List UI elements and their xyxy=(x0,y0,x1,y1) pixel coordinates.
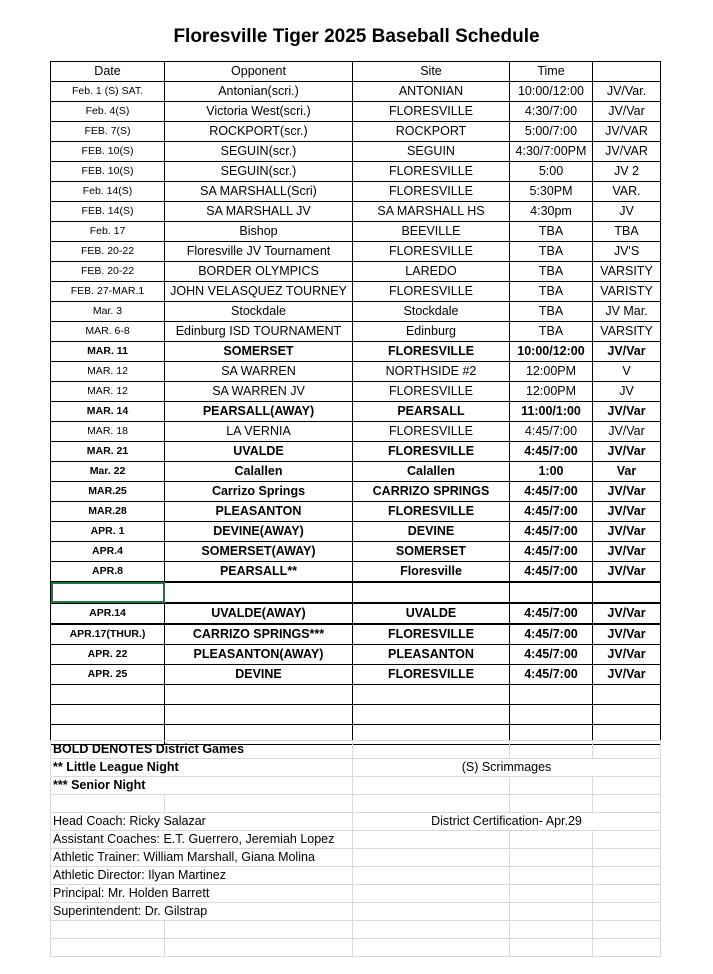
cell-time[interactable]: 4:45/7:00 xyxy=(510,624,593,645)
game-row xyxy=(51,522,661,542)
cell-level[interactable]: JV'S xyxy=(593,242,661,262)
cell-site[interactable]: LAREDO xyxy=(353,262,510,282)
cell-site[interactable]: FLORESVILLE xyxy=(353,102,510,122)
cell-time[interactable]: TBA xyxy=(510,282,593,302)
cell-date[interactable]: FEB. 7(S) xyxy=(51,122,165,142)
cell-time[interactable]: 4:45/7:00 xyxy=(510,542,593,562)
cell-time[interactable]: 5:00 xyxy=(510,162,593,182)
cell-site[interactable]: FLORESVILLE xyxy=(353,282,510,302)
cell-time[interactable]: TBA xyxy=(510,322,593,342)
cell-date[interactable]: Feb. 4(S) xyxy=(51,102,165,122)
cell-site[interactable]: FLORESVILLE xyxy=(353,624,510,645)
cell-date[interactable]: MAR. 12 xyxy=(51,382,165,402)
game-row xyxy=(51,282,661,302)
cell-level[interactable]: VARISTY xyxy=(593,282,661,302)
game-row xyxy=(51,302,661,322)
cell-level[interactable] xyxy=(593,705,661,725)
cell-site[interactable]: SEGUIN xyxy=(353,142,510,162)
cell-time[interactable]: TBA xyxy=(510,242,593,262)
cell-opponent[interactable]: SA WARREN xyxy=(165,362,353,382)
cell-date[interactable]: APR.14 xyxy=(51,603,165,624)
game-row xyxy=(51,442,661,462)
cell-site[interactable]: SOMERSET xyxy=(353,542,510,562)
athletic-trainer[interactable]: Athletic Trainer: William Marshall, Giana Molina xyxy=(51,849,353,867)
cell-time[interactable] xyxy=(510,705,593,725)
blank-row xyxy=(51,705,661,725)
cell-opponent[interactable]: Stockdale xyxy=(165,302,353,322)
cell-site[interactable] xyxy=(353,582,510,603)
cell-time[interactable] xyxy=(510,685,593,705)
cell-date[interactable]: Feb. 1 (S) SAT. xyxy=(51,82,165,102)
cell-opponent[interactable]: Carrizo Springs xyxy=(165,482,353,502)
game-row xyxy=(51,482,661,502)
cell-date[interactable] xyxy=(51,685,165,705)
header-time[interactable]: Time xyxy=(510,62,593,82)
cell-site[interactable]: PLEASANTON xyxy=(353,645,510,665)
game-row xyxy=(51,322,661,342)
cell-site[interactable]: Floresville xyxy=(353,562,510,583)
cell-level[interactable]: JV/Var xyxy=(593,502,661,522)
cell-opponent[interactable]: Edinburg ISD TOURNAMENT xyxy=(165,322,353,342)
cell-time[interactable]: TBA xyxy=(510,222,593,242)
schedule-title: Floresville Tiger 2025 Baseball Schedule xyxy=(173,26,540,47)
cell-time[interactable]: 4:45/7:00 xyxy=(510,562,593,583)
cell-time[interactable]: 4:45/7:00 xyxy=(510,522,593,542)
cell-site[interactable]: PEARSALL xyxy=(353,402,510,422)
cell-site[interactable]: FLORESVILLE xyxy=(353,382,510,402)
cell-date[interactable]: APR.4 xyxy=(51,542,165,562)
cell-level[interactable]: JV/Var. xyxy=(593,82,661,102)
cell-opponent[interactable]: Antonian(scri.) xyxy=(165,82,353,102)
cell-opponent[interactable]: SOMERSET xyxy=(165,342,353,362)
game-row xyxy=(51,562,661,583)
bold-district-note[interactable]: BOLD DENOTES District Games xyxy=(51,741,353,759)
cell-opponent[interactable]: SEGUIN(scr.) xyxy=(165,162,353,182)
game-row xyxy=(51,82,661,102)
cell-date[interactable]: FEB. 10(S) xyxy=(51,142,165,162)
game-row xyxy=(51,402,661,422)
cell-level[interactable]: JV/Var xyxy=(593,645,661,665)
cell-opponent[interactable] xyxy=(165,685,353,705)
game-row xyxy=(51,142,661,162)
cell-date[interactable]: MAR. 18 xyxy=(51,422,165,442)
cell-site[interactable]: CARRIZO SPRINGS xyxy=(353,482,510,502)
cell-time[interactable]: 4:30/7:00 xyxy=(510,102,593,122)
cell-level[interactable]: V xyxy=(593,362,661,382)
cell-site[interactable]: DEVINE xyxy=(353,522,510,542)
cell-level[interactable]: Var xyxy=(593,462,661,482)
game-row xyxy=(51,362,661,382)
cell-opponent[interactable]: UVALDE xyxy=(165,442,353,462)
cell-level[interactable]: JV Mar. xyxy=(593,302,661,322)
cell-site[interactable]: Stockdale xyxy=(353,302,510,322)
cell-opponent[interactable]: PEARSALL(AWAY) xyxy=(165,402,353,422)
cell-opponent[interactable]: SOMERSET(AWAY) xyxy=(165,542,353,562)
cell-site[interactable]: FLORESVILLE xyxy=(353,442,510,462)
cell-site[interactable]: FLORESVILLE xyxy=(353,162,510,182)
game-row xyxy=(51,202,661,222)
cell-date[interactable] xyxy=(51,705,165,725)
cell-time[interactable]: 5:30PM xyxy=(510,182,593,202)
cell-level[interactable]: JV/Var xyxy=(593,624,661,645)
cell-opponent[interactable]: ROCKPORT(scr.) xyxy=(165,122,353,142)
cell-level[interactable]: JV xyxy=(593,202,661,222)
cell-time[interactable]: 4:45/7:00 xyxy=(510,502,593,522)
cell-site[interactable]: FLORESVILLE xyxy=(353,422,510,442)
cell-opponent[interactable]: PLEASANTON(AWAY) xyxy=(165,645,353,665)
cell-level[interactable]: TBA xyxy=(593,222,661,242)
game-row xyxy=(51,242,661,262)
cell-level[interactable]: JV/Var xyxy=(593,422,661,442)
game-row xyxy=(51,422,661,442)
cell-time[interactable] xyxy=(510,582,593,603)
game-row xyxy=(51,122,661,142)
cell-opponent[interactable]: JOHN VELASQUEZ TOURNEY xyxy=(165,282,353,302)
cell-date[interactable]: FEB. 20-22 xyxy=(51,262,165,282)
game-row xyxy=(51,102,661,122)
cell-date[interactable]: Mar. 3 xyxy=(51,302,165,322)
cell-site[interactable]: SA MARSHALL HS xyxy=(353,202,510,222)
assistant-coaches[interactable]: Assistant Coaches: E.T. Guerrero, Jeremiah Lopez xyxy=(51,831,353,849)
cell-time[interactable]: 4:45/7:00 xyxy=(510,645,593,665)
cell-date[interactable]: MAR. 14 xyxy=(51,402,165,422)
cell-date[interactable]: APR. 1 xyxy=(51,522,165,542)
cell-time[interactable]: 4:45/7:00 xyxy=(510,442,593,462)
cell-level[interactable]: VARSITY xyxy=(593,322,661,342)
cell-date[interactable]: MAR. 11 xyxy=(51,342,165,362)
schedule-table xyxy=(50,61,661,745)
game-row xyxy=(51,665,661,685)
cell-time[interactable]: 4:45/7:00 xyxy=(510,422,593,442)
cell-level[interactable]: JV/Var xyxy=(593,402,661,422)
cell-level[interactable]: JV/Var xyxy=(593,522,661,542)
cell-date[interactable]: MAR.28 xyxy=(51,502,165,522)
header-level[interactable] xyxy=(593,62,661,82)
cell-site[interactable]: FLORESVILLE xyxy=(353,665,510,685)
cell-date[interactable]: MAR. 21 xyxy=(51,442,165,462)
cell-opponent[interactable]: Calallen xyxy=(165,462,353,482)
cell-level[interactable]: JV 2 xyxy=(593,162,661,182)
header-row xyxy=(51,62,661,82)
cell-opponent[interactable]: DEVINE(AWAY) xyxy=(165,522,353,542)
cell-opponent[interactable]: SA MARSHALL JV xyxy=(165,202,353,222)
senior-night-note[interactable]: *** Senior Night xyxy=(51,777,353,795)
cell-level[interactable]: JV/Var xyxy=(593,562,661,583)
cell-site[interactable]: Calallen xyxy=(353,462,510,482)
cell-time[interactable]: 5:00/7:00 xyxy=(510,122,593,142)
game-row xyxy=(51,222,661,242)
cell-opponent[interactable] xyxy=(165,582,353,603)
cell-date[interactable]: FEB. 20-22 xyxy=(51,242,165,262)
cell-time[interactable]: 4:30/7:00PM xyxy=(510,142,593,162)
game-row xyxy=(51,462,661,482)
cell-time[interactable]: TBA xyxy=(510,302,593,322)
cell-opponent[interactable]: SA MARSHALL(Scri) xyxy=(165,182,353,202)
head-coach[interactable]: Head Coach: Ricky Salazar xyxy=(51,813,353,831)
cell-date[interactable]: APR.17(THUR.) xyxy=(51,624,165,645)
cell-level[interactable]: JV xyxy=(593,382,661,402)
cell-date[interactable]: MAR. 6-8 xyxy=(51,322,165,342)
cell-opponent[interactable]: Victoria West(scri.) xyxy=(165,102,353,122)
cell-time[interactable]: 12:00PM xyxy=(510,362,593,382)
cell-time[interactable]: 4:45/7:00 xyxy=(510,665,593,685)
cell-time[interactable]: 11:00/1:00 xyxy=(510,402,593,422)
cell-opponent[interactable]: LA VERNIA xyxy=(165,422,353,442)
cell-opponent[interactable]: PEARSALL** xyxy=(165,562,353,583)
game-row xyxy=(51,262,661,282)
game-row xyxy=(51,645,661,665)
cell-time[interactable]: 10:00/12:00 xyxy=(510,342,593,362)
game-row xyxy=(51,162,661,182)
cell-opponent[interactable]: PLEASANTON xyxy=(165,502,353,522)
header-date[interactable]: Date xyxy=(51,62,165,82)
cell-date[interactable]: Mar. 22 xyxy=(51,462,165,482)
cell-level[interactable]: JV/VAR xyxy=(593,142,661,162)
cell-date[interactable]: FEB. 27-MAR.1 xyxy=(51,282,165,302)
cell-opponent[interactable]: SEGUIN(scr.) xyxy=(165,142,353,162)
cell-time[interactable]: 10:00/12:00 xyxy=(510,82,593,102)
game-row xyxy=(51,182,661,202)
blank-row xyxy=(51,685,661,705)
cell-time[interactable]: 4:45/7:00 xyxy=(510,482,593,502)
cell-time[interactable]: 4:45/7:00 xyxy=(510,603,593,624)
cell-level[interactable]: VAR. xyxy=(593,182,661,202)
principal[interactable]: Principal: Mr. Holden Barrett xyxy=(51,885,353,903)
cell-opponent[interactable]: DEVINE xyxy=(165,665,353,685)
cell-site[interactable]: UVALDE xyxy=(353,603,510,624)
cell-opponent[interactable]: SA WARREN JV xyxy=(165,382,353,402)
cell-level[interactable]: JV/Var xyxy=(593,542,661,562)
cell-site[interactable]: FLORESVILLE xyxy=(353,342,510,362)
cell-time[interactable]: 12:00PM xyxy=(510,382,593,402)
cell-site[interactable]: FLORESVILLE xyxy=(353,182,510,202)
cell-site[interactable] xyxy=(353,685,510,705)
cell-date[interactable]: MAR.25 xyxy=(51,482,165,502)
cell-level[interactable]: JV/Var xyxy=(593,603,661,624)
cell-date[interactable]: FEB. 14(S) xyxy=(51,202,165,222)
cell-opponent[interactable]: Bishop xyxy=(165,222,353,242)
cell-time[interactable]: 1:00 xyxy=(510,462,593,482)
cell-time[interactable]: 4:30pm xyxy=(510,202,593,222)
cell-site[interactable]: NORTHSIDE #2 xyxy=(353,362,510,382)
cell-site[interactable]: Edinburg xyxy=(353,322,510,342)
cell-opponent[interactable]: Floresville JV Tournament xyxy=(165,242,353,262)
cell-opponent[interactable]: BORDER OLYMPICS xyxy=(165,262,353,282)
game-row xyxy=(51,382,661,402)
game-row xyxy=(51,603,661,624)
cell-level[interactable]: JV/Var xyxy=(593,442,661,462)
cell-opponent[interactable]: CARRIZO SPRINGS*** xyxy=(165,624,353,645)
game-row xyxy=(51,342,661,362)
cell-date[interactable]: FEB. 10(S) xyxy=(51,162,165,182)
game-row xyxy=(51,624,661,645)
cell-level[interactable]: JV/VAR xyxy=(593,122,661,142)
notes-table xyxy=(50,740,661,957)
cell-date[interactable]: Feb. 17 xyxy=(51,222,165,242)
cell-level[interactable]: JV/Var xyxy=(593,102,661,122)
cell-site[interactable]: ANTONIAN xyxy=(353,82,510,102)
cell-level[interactable] xyxy=(593,685,661,705)
superintendent[interactable]: Superintendent: Dr. Gilstrap xyxy=(51,903,353,921)
cell-site[interactable]: FLORESVILLE xyxy=(353,242,510,262)
cell-date[interactable]: Feb. 14(S) xyxy=(51,182,165,202)
cell-time[interactable]: TBA xyxy=(510,262,593,282)
cell-date[interactable] xyxy=(51,582,165,603)
cell-level[interactable]: JV/Var xyxy=(593,342,661,362)
scrimmages-note[interactable]: (S) Scrimmages xyxy=(353,759,661,777)
cell-opponent[interactable] xyxy=(165,705,353,725)
cell-opponent[interactable]: UVALDE(AWAY) xyxy=(165,603,353,624)
cell-site[interactable]: ROCKPORT xyxy=(353,122,510,142)
header-site[interactable]: Site xyxy=(353,62,510,82)
cell-date[interactable]: APR. 25 xyxy=(51,665,165,685)
game-row xyxy=(51,502,661,522)
little-league-note[interactable]: ** Little League Night xyxy=(51,759,353,777)
cell-level[interactable]: VARSITY xyxy=(593,262,661,282)
cell-level[interactable] xyxy=(593,582,661,603)
cell-site[interactable]: FLORESVILLE xyxy=(353,502,510,522)
athletic-director[interactable]: Athletic Director: Ilyan Martinez xyxy=(51,867,353,885)
header-opponent[interactable]: Opponent xyxy=(165,62,353,82)
cell-level[interactable]: JV/Var xyxy=(593,482,661,502)
district-certification[interactable]: District Certification- Apr.29 xyxy=(353,813,661,831)
cell-date[interactable]: MAR. 12 xyxy=(51,362,165,382)
cell-date[interactable]: APR. 22 xyxy=(51,645,165,665)
game-row xyxy=(51,542,661,562)
cell-site[interactable] xyxy=(353,705,510,725)
cell-date[interactable]: APR.8 xyxy=(51,562,165,583)
blank-row xyxy=(51,582,661,603)
cell-level[interactable]: JV/Var xyxy=(593,665,661,685)
cell-site[interactable]: BEEVILLE xyxy=(353,222,510,242)
